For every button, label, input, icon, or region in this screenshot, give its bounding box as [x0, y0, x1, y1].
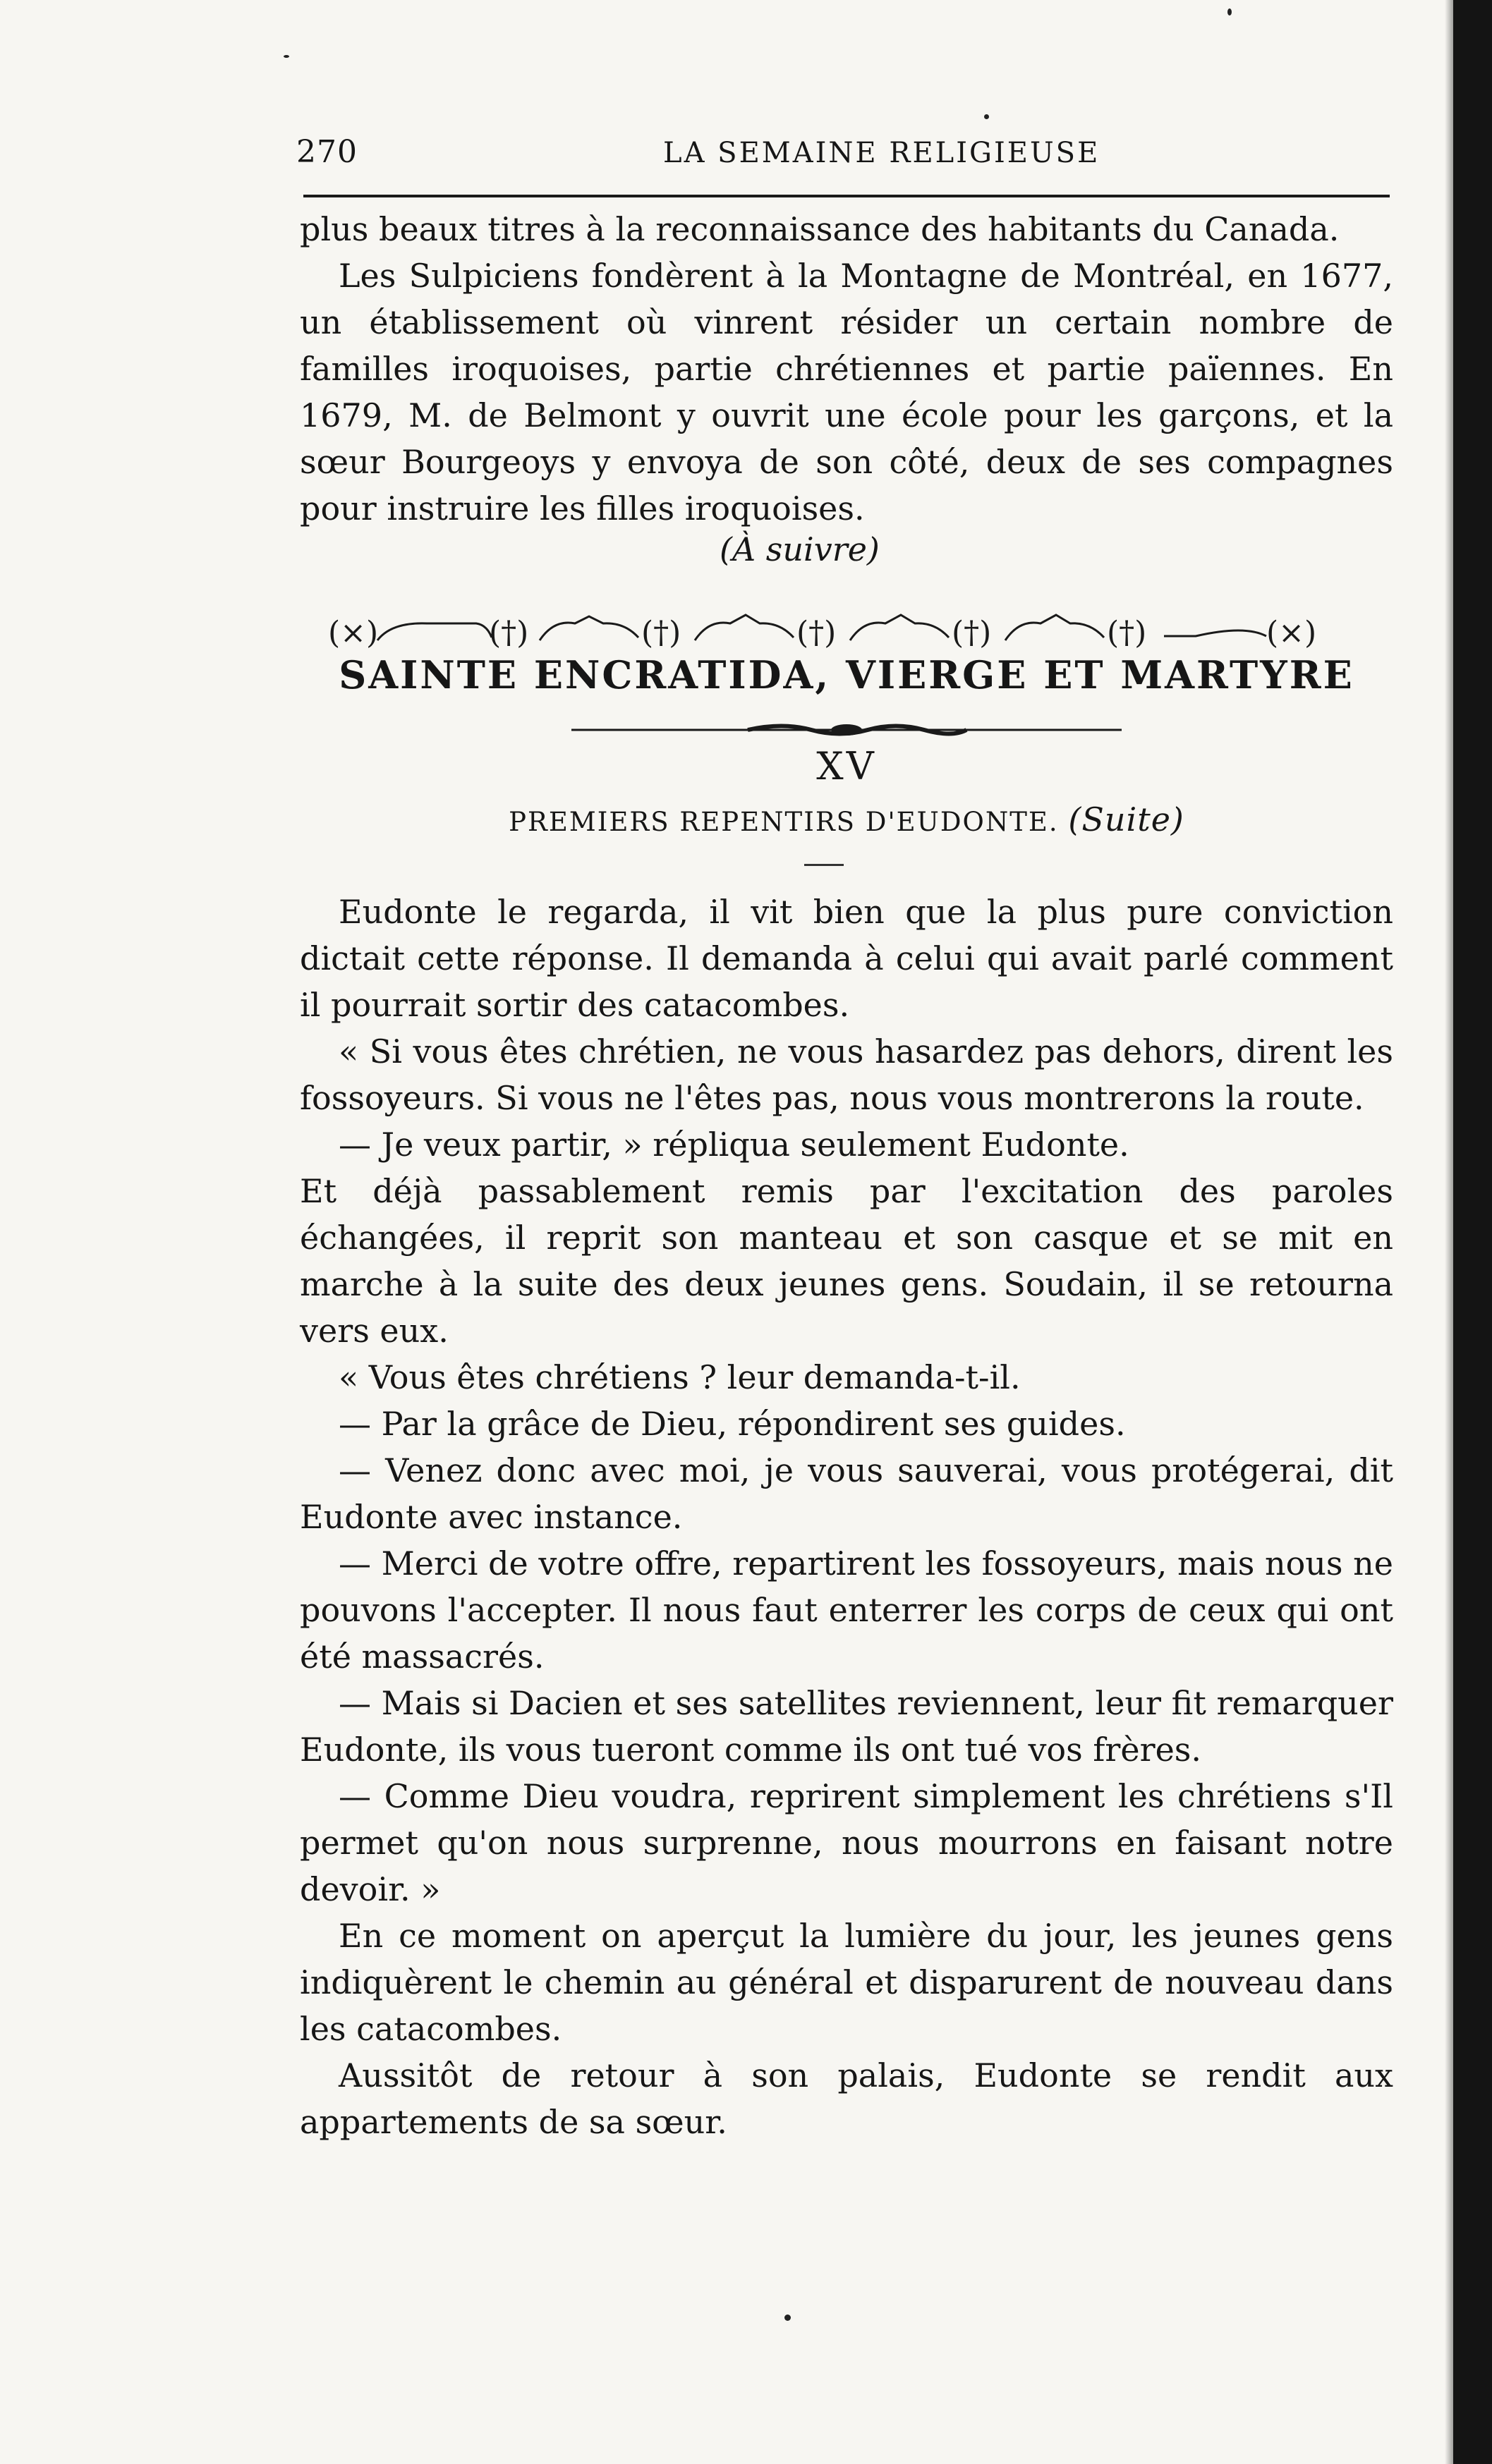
- body-paragraph: — Venez donc avec moi, je vous sauverai, vous protégerai, dit Eudonte avec instance.: [300, 1451, 1393, 1536]
- chapter-subtitle-text: PREMIERS REPENTIRS D'EUDONTE.: [509, 807, 1059, 837]
- binding-shadow: [1445, 0, 1453, 2464]
- ornament-mark-left: (×): [328, 615, 379, 651]
- body-paragraph: « Si vous êtes chrétien, ne vous hasardez pas dehors, dirent les fossoyeurs. Si vous ne l'êtes pas, nous vous montrerons la route.: [300, 1032, 1393, 1117]
- body-paragraph: — Merci de votre offre, repartirent les fossoyeurs, mais nous ne pouvons l'accepter. Il nous faut enterrer les corps de ceux qui ont été massacrés.: [300, 1544, 1393, 1676]
- scan-speck: [1227, 8, 1232, 16]
- scan-speck: [784, 2314, 791, 2321]
- chapter-number: XV: [816, 744, 877, 788]
- chapter-subtitle-suite: (Suite): [1068, 800, 1184, 838]
- page-header: [296, 134, 1393, 183]
- header-rule: [303, 195, 1390, 197]
- ornament-mark-right: (×): [1266, 615, 1317, 651]
- binding-edge: [1453, 0, 1492, 2464]
- running-head: LA SEMAINE RELIGIEUSE: [663, 137, 1100, 169]
- body-paragraph: Eudonte le regarda, il vit bien que la plus pure conviction dictait cette réponse. Il demanda à celui qui avait parlé comment il pourrait sortir des catacombes.: [300, 893, 1393, 1024]
- short-dash: [804, 864, 844, 866]
- page-number: 270: [296, 134, 358, 170]
- ornament-cross-2: (†): [641, 615, 681, 651]
- cross-ornament: [328, 599, 1372, 656]
- body-paragraph: — Je veux partir, » répliqua seulement Eudonte.: [339, 1126, 1129, 1164]
- body-paragraph: — Mais si Dacien et ses satellites reviennent, leur fit remarquer Eudonte, ils vous tueront comme ils ont tué vos frères.: [300, 1684, 1393, 1769]
- ornament-cross-5: (†): [1107, 615, 1147, 651]
- continuation-text: [300, 206, 1393, 532]
- scan-speck: [284, 55, 289, 58]
- body-paragraph: « Vous êtes chrétiens ? leur demanda-t-il.: [339, 1358, 1021, 1396]
- article-body: [300, 889, 1393, 2145]
- ornament-cross-3: (†): [796, 615, 837, 651]
- chapter-subtitle: [300, 800, 1393, 838]
- body-paragraph: En ce moment on aperçut la lumière du jour, les jeunes gens indiquèrent le chemin au général et disparurent de nouveau dans les catacombes.: [300, 1917, 1393, 2048]
- body-paragraph: Aussitôt de retour à son palais, Eudonte se rendit aux appartements de sa sœur.: [300, 2056, 1393, 2141]
- body-paragraph: Et déjà passablement remis par l'excitation des paroles échangées, il reprit son manteau et son casque et se mit en marche à la suite des deux jeunes gens. Soudain, il se retourna vers eux.: [300, 1172, 1393, 1350]
- a-suivre-note: (À suivre): [720, 530, 880, 568]
- continuation-first-line: plus beaux titres à la reconnaissance des habitants du Canada.: [300, 210, 1340, 248]
- ornament-cross-1: (†): [489, 615, 529, 651]
- continuation-paragraph: Les Sulpiciens fondèrent à la Montagne de Montréal, en 1677, un établissement où vinrent résider un certain nombre de familles iroquoises, partie chrétiennes et partie païennes. En 1679, M. de Belmont y ouvrit une école pour les garçons, et la sœur Bourgeoys y envoya de son côté, deux de ses compagnes pour instruire les filles iroquoises.: [300, 257, 1393, 527]
- title-rule-ornament: [571, 721, 1122, 739]
- scan-speck: [984, 114, 989, 119]
- article-title: SAINTE ENCRATIDA, VIERGE ET MARTYRE: [339, 652, 1354, 697]
- body-paragraph: — Comme Dieu voudra, reprirent simplement les chrétiens s'Il permet qu'on nous surprenne, nous mourrons en faisant notre devoir. »: [300, 1777, 1393, 1908]
- ornament-cross-4: (†): [952, 615, 992, 651]
- body-paragraph: — Par la grâce de Dieu, répondirent ses guides.: [339, 1405, 1126, 1443]
